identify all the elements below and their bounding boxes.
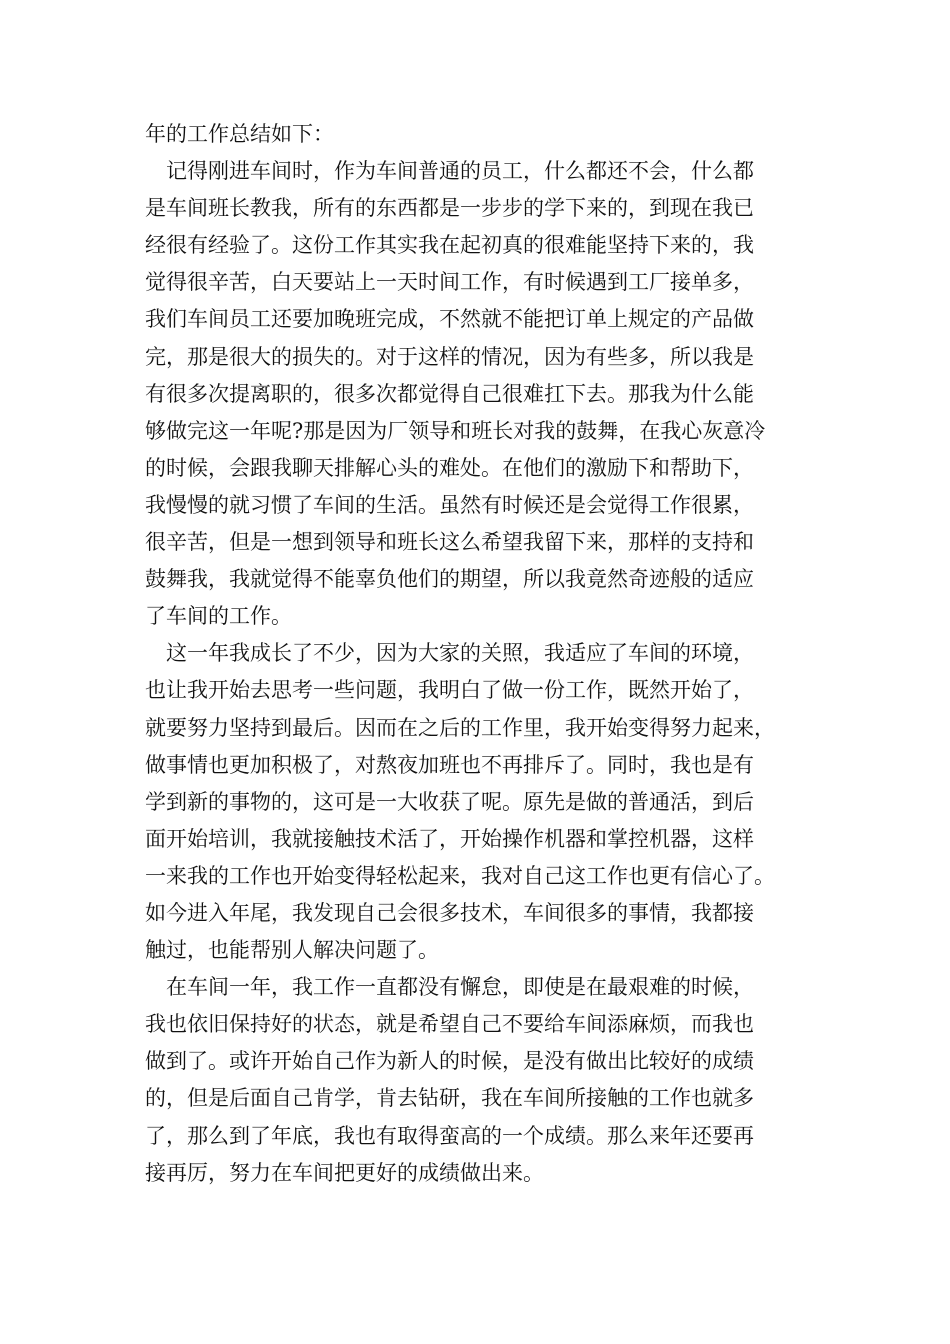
text-line: 了车间的工作。 [145, 604, 292, 629]
paragraph-start-line: 这一年我成长了不少，因为大家的关照，我适应了车间的环境， [166, 641, 754, 666]
text-line: 很辛苦，但是一想到领导和班长这么希望我留下来，那样的支持和 [145, 530, 754, 555]
text-line: 了，那么到了年底，我也有取得蛮高的一个成绩。那么来年还要再 [145, 1123, 754, 1148]
text-line: 也让我开始去思考一些问题，我明白了做一份工作，既然开始了， [145, 678, 754, 703]
text-line: 我们车间员工还要加晚班完成，不然就不能把订单上规定的产品做 [145, 307, 754, 332]
text-line: 接再厉，努力在车间把更好的成绩做出来。 [145, 1160, 544, 1185]
text-line: 是车间班长教我，所有的东西都是一步步的学下来的，到现在我已 [145, 196, 754, 221]
text-line: 鼓舞我，我就觉得不能辜负他们的期望，所以我竟然奇迹般的适应 [145, 567, 754, 592]
text-line: 经很有经验了。这份工作其实我在起初真的很难能坚持下来的，我 [145, 233, 754, 258]
text-line: 如今进入年尾，我发现自己会很多技术，车间很多的事情，我都接 [145, 900, 754, 925]
text-line: 我也依旧保持好的状态，就是希望自己不要给车间添麻烦，而我也 [145, 1012, 754, 1037]
text-line: 完，那是很大的损失的。对于这样的情况，因为有些多，所以我是 [145, 344, 754, 369]
document-page [145, 116, 825, 1192]
text-line: 年的工作总结如下： [145, 122, 334, 146]
text-line: 觉得很辛苦，白天要站上一天时间工作，有时候遇到工厂接单多， [145, 270, 754, 295]
text-line: 我慢慢的就习惯了车间的生活。虽然有时候还是会觉得工作很累， [145, 492, 754, 517]
text-line: 的时候，会跟我聊天排解心头的难处。在他们的激励下和帮助下， [145, 455, 754, 480]
text-line: 一来我的工作也开始变得轻松起来，我对自己这工作也更有信心了。 [145, 863, 775, 888]
text-line: 学到新的事物的，这可是一大收获了呢。原先是做的普通活，到后 [145, 789, 754, 814]
text-line: 的，但是后面自己肯学，肯去钻研，我在车间所接触的工作也就多 [145, 1086, 754, 1111]
text-line: 够做完这一年呢?那是因为厂领导和班长对我的鼓舞，在我心灰意冷 [145, 418, 766, 443]
paragraph-start-line: 在车间一年，我工作一直都没有懈怠，即使是在最艰难的时候， [166, 975, 754, 1000]
text-line: 就要努力坚持到最后。因而在之后的工作里，我开始变得努力起来， [145, 715, 775, 740]
text-line: 有很多次提离职的，很多次都觉得自己很难扛下去。那我为什么能 [145, 381, 754, 406]
text-line: 做到了。或许开始自己作为新人的时候，是没有做出比较好的成绩 [145, 1049, 754, 1074]
paragraph-start-line: 记得刚进车间时，作为车间普通的员工，什么都还不会，什么都 [166, 159, 754, 184]
text-line: 触过，也能帮别人解决问题了。 [145, 938, 439, 963]
text-line: 做事情也更加积极了，对熬夜加班也不再排斥了。同时，我也是有 [145, 752, 754, 777]
text-line: 面开始培训，我就接触技术活了，开始操作机器和掌控机器，这样 [145, 826, 754, 851]
